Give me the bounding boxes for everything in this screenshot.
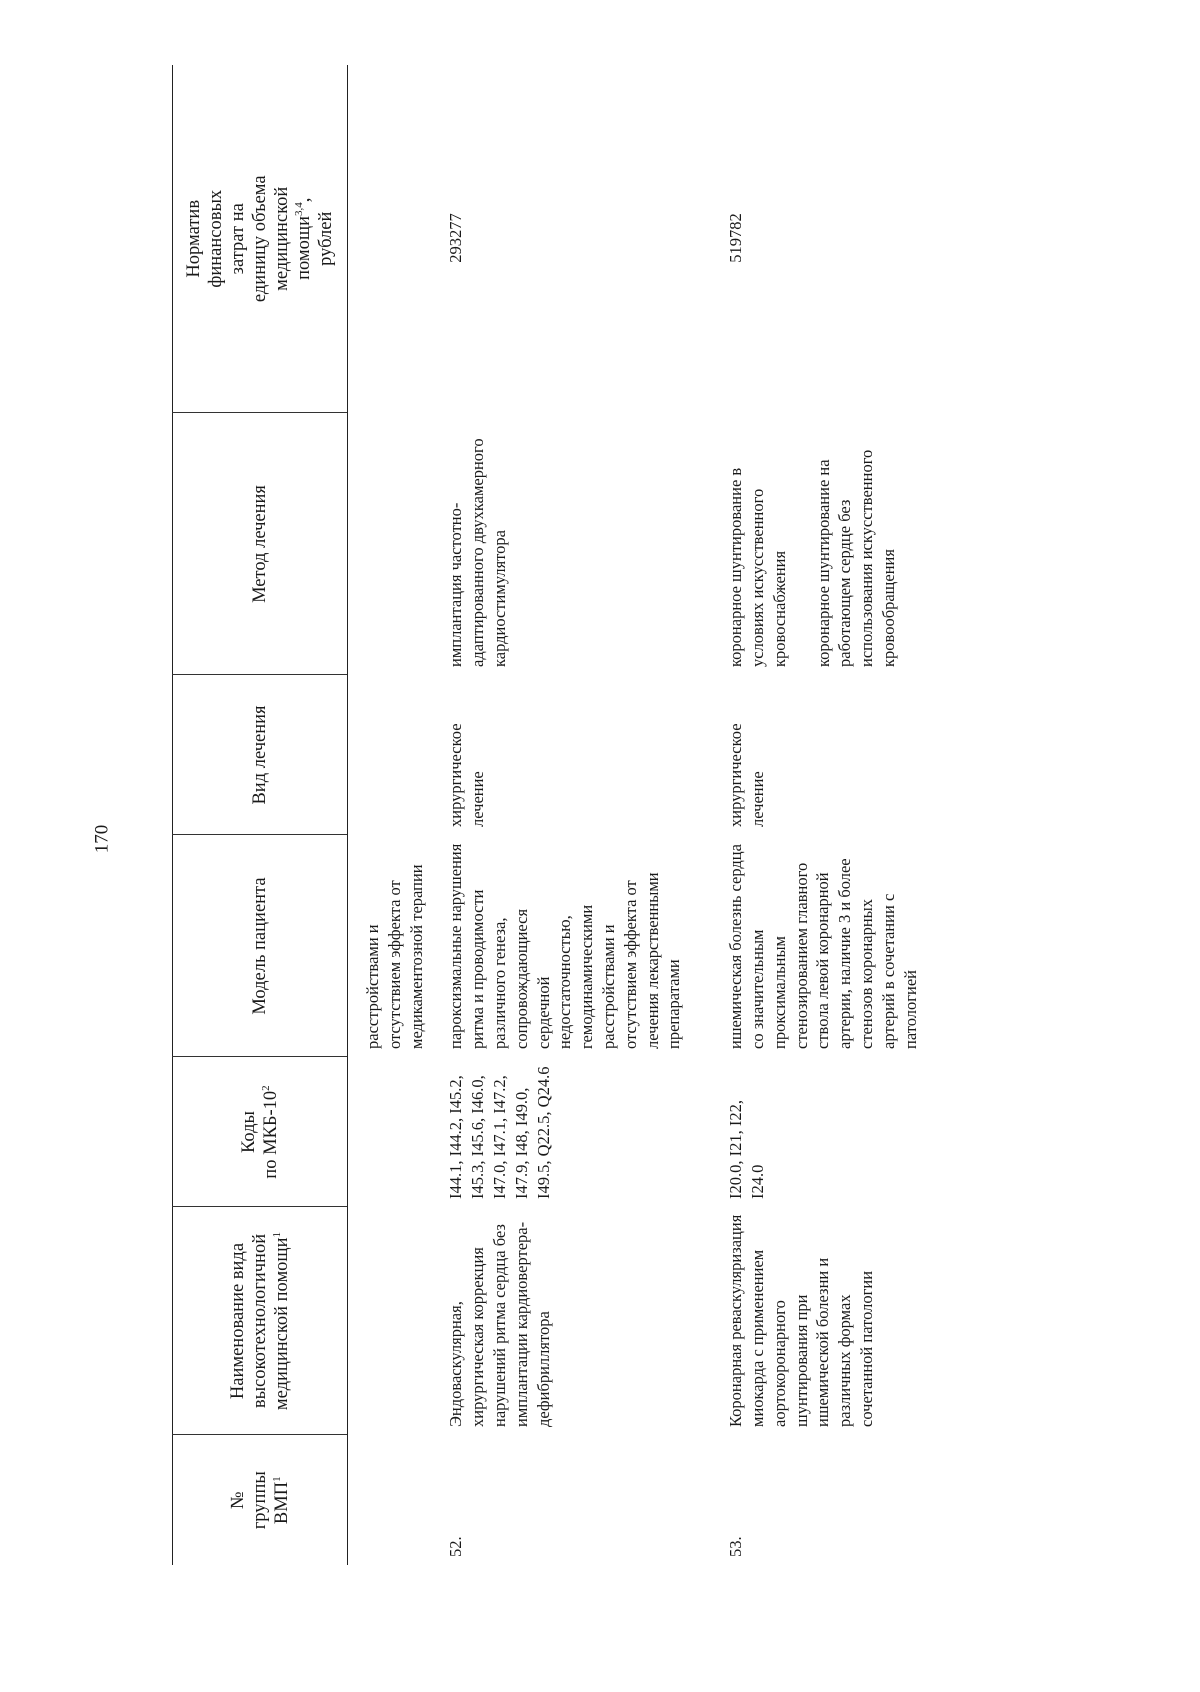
table-row-continuation bbox=[348, 65, 436, 1565]
col-header-group-number: № группы ВМП$^1$ bbox=[173, 1435, 348, 1565]
cell-vmp-name: Эндоваскулярная, хирургическая коррекция нарушений ритма сердца без имплантации кардиовертера-дефибриллятора bbox=[446, 1221, 553, 1427]
cell-icd-codes: I44.1, I44.2, I45.2, I45.3, I45.6, I46.0, I47.0, I47.1, I47.2, I47.9, I48, I49.0, I49.5, Q22.5, Q24.6 bbox=[446, 1066, 553, 1199]
col-header-cost-norm: Норматив финансовых затрат на единицу объема медицинской помощи$^{3,4}$, рублей bbox=[173, 65, 348, 413]
cell-patient-model: пароксизмальные нарушения ритма и проводимости различного генеза, сопровождающиеся сердечной недостаточностью, гемодинамическими расстройствами и отсутствием эффекта от лечения лекарственными препаратами bbox=[446, 843, 684, 1049]
cell-treatment-method: имплантация частотно-адаптированного двухкамерного кардиостимулятора bbox=[446, 438, 509, 667]
treatment-method-item: коронарное шунтирование в условиях искусственного кровоснабжения bbox=[726, 467, 789, 667]
col-header-vmp-name: Наименование вида высокотехнологичной медицинской помощи$^1$ bbox=[173, 1207, 348, 1435]
rotated-table-sheet bbox=[172, 65, 1112, 1565]
col-header-treatment-method: Метод лечения bbox=[173, 413, 348, 675]
vmp-table bbox=[172, 65, 921, 1565]
table-row bbox=[717, 65, 921, 1565]
col-header-icd-codes: Коды по МКБ-$10^2$ bbox=[173, 1057, 348, 1207]
cell-treatment-method bbox=[717, 413, 921, 675]
cell-cost-norm: 519782 bbox=[726, 213, 746, 263]
cell-cost-norm: 293277 bbox=[446, 213, 466, 263]
cell-vmp-name: Коронарная реваскуляризация миокарда с применением аортокоронарного шунтирования при ишемической болезни и различных формах сочетанной патологии bbox=[726, 1214, 876, 1427]
cell-treatment-type: хирургическое лечение bbox=[446, 723, 488, 827]
col-header-patient-model: Модель пациента bbox=[173, 835, 348, 1057]
treatment-method-item: коронарное шунтирование на работающем сердце без использования искусственного кровообращения bbox=[813, 449, 898, 667]
col-header-treatment-type: Вид лечения bbox=[173, 675, 348, 835]
cell-icd-codes: I20.0, I21, I22, I24.0 bbox=[726, 1100, 767, 1199]
page-number: 170 bbox=[91, 824, 113, 854]
cell-treatment-type: хирургическое лечение bbox=[726, 723, 767, 827]
cell-patient-model: расстройствами и отсутствием эффекта от медикаментозной терапии bbox=[363, 864, 426, 1049]
cell-patient-model: ишемическая болезнь сердца со значительным проксимальным стенозированием главного ствола левой коронарной артерии, наличие 3 и более стенозов коронарных артерий в сочетании с патологией bbox=[726, 844, 920, 1049]
header-row bbox=[173, 65, 348, 1565]
table-row bbox=[435, 65, 717, 1565]
cell-group-number: 52. bbox=[446, 1536, 466, 1557]
cell-group-number: 53. bbox=[726, 1536, 746, 1557]
